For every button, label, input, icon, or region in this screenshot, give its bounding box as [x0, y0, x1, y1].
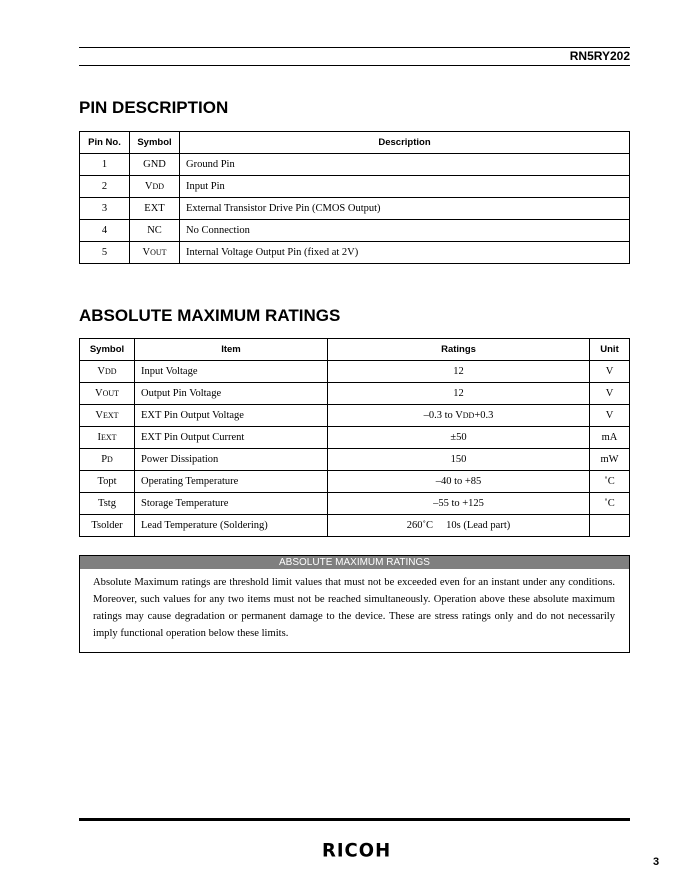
item-cell: Lead Temperature (Soldering): [135, 515, 328, 537]
rating-text: +0.3: [474, 410, 494, 421]
table-row: [80, 449, 630, 471]
symbol-main: NC: [147, 225, 162, 236]
table-row: [80, 515, 630, 537]
symbol-cell: [80, 427, 135, 449]
unit-cell: mW: [590, 449, 630, 471]
rating-cell: ±50: [328, 427, 590, 449]
col-symbol: Symbol: [80, 339, 135, 361]
pin-description-title: PIN DESCRIPTION: [79, 98, 229, 117]
table-row: [80, 176, 630, 198]
pin-number-cell: 3: [80, 198, 130, 220]
symbol-cell: [130, 154, 180, 176]
rating-text: –0.3 to V: [423, 410, 463, 421]
symbol-main: Tstg: [98, 498, 116, 509]
pin-number-cell: 2: [80, 176, 130, 198]
item-cell: EXT Pin Output Voltage: [135, 405, 328, 427]
symbol-subscript: OUT: [150, 248, 167, 257]
symbol-subscript: OUT: [102, 389, 120, 398]
table-row: [80, 361, 630, 383]
table-row: [80, 405, 630, 427]
unit-cell: V: [590, 405, 630, 427]
footer-rule: [79, 818, 630, 821]
symbol-cell: [130, 176, 180, 198]
symbol-main: GND: [143, 159, 166, 170]
note-heading: ABSOLUTE MAXIMUM RATINGS: [80, 556, 629, 569]
symbol-main: V: [142, 247, 151, 258]
symbol-main: V: [144, 181, 153, 192]
item-cell: Output Pin Voltage: [135, 383, 328, 405]
symbol-cell: [80, 383, 135, 405]
col-symbol: Symbol: [130, 132, 180, 154]
rating-cell: 12: [328, 361, 590, 383]
rating-cell: 12: [328, 383, 590, 405]
symbol-subscript: DD: [152, 182, 165, 191]
table-row: [80, 220, 630, 242]
rating-cell: 150: [328, 449, 590, 471]
table-row: [80, 383, 630, 405]
symbol-cell: [80, 471, 135, 493]
item-cell: Storage Temperature: [135, 493, 328, 515]
header-rule-bottom: [79, 65, 630, 66]
rating-cell: 260˚C 10s (Lead part): [328, 515, 590, 537]
symbol-cell: [130, 242, 180, 264]
description-cell: Ground Pin: [180, 154, 630, 176]
item-cell: Operating Temperature: [135, 471, 328, 493]
symbol-main: P: [101, 454, 108, 465]
symbol-main: Tsolder: [91, 520, 123, 531]
table-row: [80, 154, 630, 176]
symbol-main: EXT: [144, 203, 165, 214]
table-row: [80, 198, 630, 220]
header-rule-top: [79, 47, 630, 48]
table-row: [80, 427, 630, 449]
note-text: Absolute Maximum ratings are threshold limit values that must not be exceeded even for an instant under any conditions. Moreover, such values for any two items must not be reached simultaneously. Operation above these absolute maximum ratings may cause degradation or permanent damage to the device. These are stress ratings only and do not necessarily imply functional operation below these limits.: [93, 577, 615, 639]
abs-max-table: [79, 338, 630, 537]
item-cell: Input Voltage: [135, 361, 328, 383]
table-row: [80, 471, 630, 493]
part-number: RN5RY202: [569, 49, 630, 63]
abs-max-title: ABSOLUTE MAXIMUM RATINGS: [79, 306, 341, 325]
table-row: [80, 493, 630, 515]
symbol-cell: [130, 198, 180, 220]
symbol-main: V: [97, 366, 106, 377]
description-cell: Internal Voltage Output Pin (fixed at 2V): [180, 242, 630, 264]
item-cell: Power Dissipation: [135, 449, 328, 471]
symbol-cell: [80, 361, 135, 383]
symbol-main: V: [94, 388, 103, 399]
col-ratings: Ratings: [328, 339, 590, 361]
rating-subscript: DD: [462, 411, 475, 420]
symbol-subscript: D: [107, 455, 113, 464]
unit-cell: mA: [590, 427, 630, 449]
pin-description-table: [79, 131, 630, 264]
pin-number-cell: 4: [80, 220, 130, 242]
symbol-cell: [80, 405, 135, 427]
col-unit: Unit: [590, 339, 630, 361]
symbol-cell: [80, 493, 135, 515]
description-cell: External Transistor Drive Pin (CMOS Output): [180, 198, 630, 220]
symbol-cell: [80, 515, 135, 537]
col-pin-no: Pin No.: [80, 132, 130, 154]
symbol-cell: [130, 220, 180, 242]
col-description: Description: [180, 132, 630, 154]
unit-cell: ˚C: [590, 471, 630, 493]
unit-cell: [590, 515, 630, 537]
unit-cell: V: [590, 361, 630, 383]
page-number: 3: [653, 856, 660, 868]
description-cell: No Connection: [180, 220, 630, 242]
col-item: Item: [135, 339, 328, 361]
item-cell: EXT Pin Output Current: [135, 427, 328, 449]
symbol-cell: [80, 449, 135, 471]
symbol-main: I: [97, 432, 101, 443]
unit-cell: ˚C: [590, 493, 630, 515]
abs-max-note: [79, 555, 630, 653]
symbol-main: V: [95, 410, 104, 421]
rating-cell: –40 to +85: [328, 471, 590, 493]
description-cell: Input Pin: [180, 176, 630, 198]
symbol-subscript: EXT: [103, 411, 119, 420]
pin-number-cell: 1: [80, 154, 130, 176]
ricoh-logo: RICOH: [322, 839, 392, 862]
rating-cell: –55 to +125: [328, 493, 590, 515]
symbol-subscript: EXT: [100, 433, 117, 442]
symbol-main: Topt: [97, 476, 117, 487]
symbol-subscript: DD: [105, 367, 117, 376]
unit-cell: V: [590, 383, 630, 405]
pin-number-cell: 5: [80, 242, 130, 264]
rating-cell: [328, 405, 590, 427]
table-row: [80, 242, 630, 264]
